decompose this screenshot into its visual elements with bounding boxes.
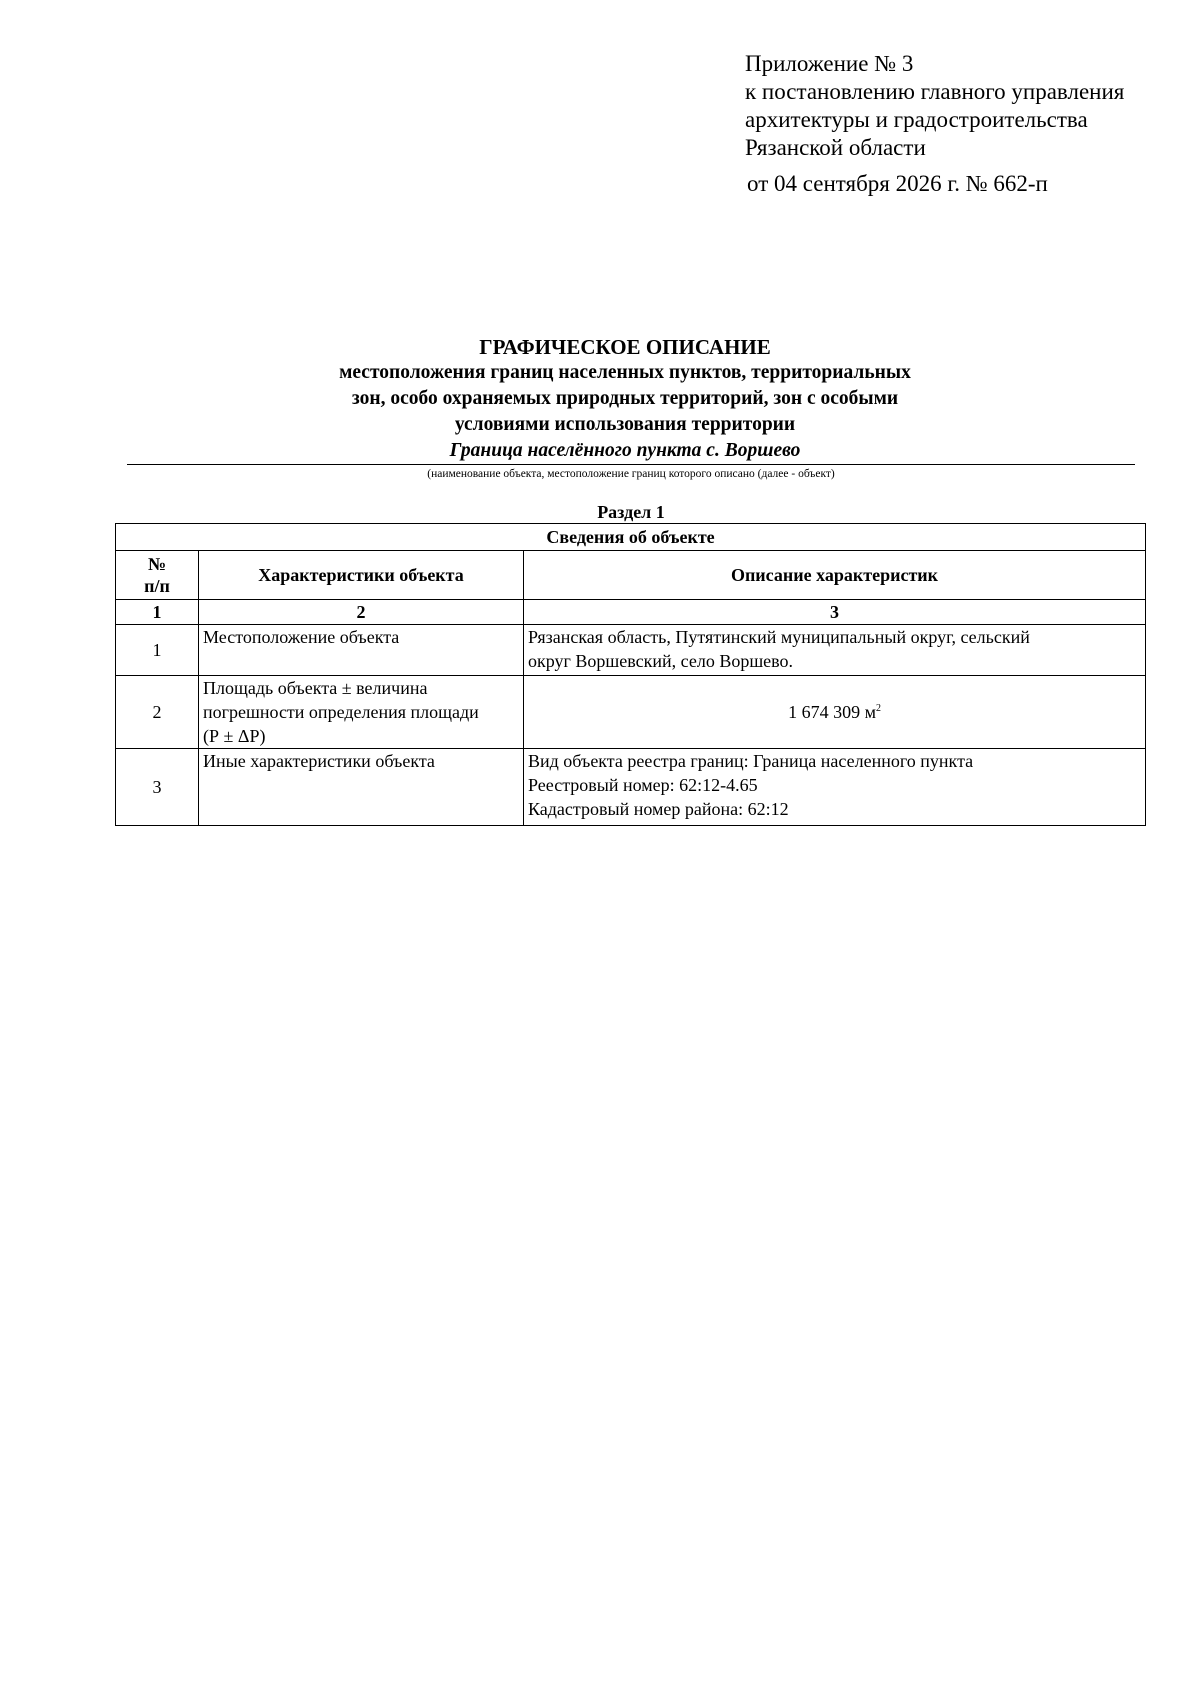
row-characteristic-line: погрешности определения площади <box>203 702 479 722</box>
row-num: 1 <box>116 625 199 676</box>
document-subtitle-line-3: условиями использования территории <box>454 414 796 435</box>
header-num-line-2: п/п <box>144 576 170 596</box>
annex-line-1: Приложение № 3 <box>745 51 914 76</box>
row-num: 2 <box>116 676 199 749</box>
object-name-caption: (наименование объекта, местоположение границ которого описано (далее - объект) <box>427 468 835 480</box>
row-characteristic: Иные характеристики объекта <box>199 749 524 826</box>
annex-line-3: архитектуры и градостроительства <box>745 107 1088 132</box>
index-cell-3: 3 <box>524 600 1146 625</box>
document-title: ГРАФИЧЕСКОЕ ОПИСАНИЕ <box>479 335 771 359</box>
document-title-block <box>117 334 1133 464</box>
annex-line-4: Рязанской области <box>745 135 926 160</box>
row-characteristic-line: (Р ± ΔР) <box>203 726 266 746</box>
annex-line-2: к постановлению главного управления <box>745 79 1125 104</box>
document-subtitle-line-2: зон, особо охраняемых природных территорий, зон с особыми <box>351 388 899 409</box>
row-characteristic <box>199 676 524 749</box>
annex-header <box>745 50 1165 198</box>
annex-date: от 04 сентября 2026 г. № 662-п <box>747 171 1048 196</box>
row-characteristic: Местоположение объекта <box>199 625 524 676</box>
object-info-table <box>115 523 1146 826</box>
table-caption-row <box>116 524 1146 551</box>
table-row <box>116 676 1146 749</box>
row-description-line: Рязанская область, Путятинский муниципальный округ, сельский <box>528 627 1030 647</box>
header-description: Описание характеристик <box>524 551 1146 600</box>
object-name: Граница населённого пункта с. Воршево <box>449 440 801 461</box>
area-value: 1 674 309 м <box>788 702 876 722</box>
index-cell-2: 2 <box>199 600 524 625</box>
header-characteristics: Характеристики объекта <box>199 551 524 600</box>
table-row <box>116 625 1146 676</box>
row-description-line: Кадастровый номер района: 62:12 <box>528 799 789 819</box>
row-description <box>524 676 1146 749</box>
table-caption: Сведения об объекте <box>116 524 1146 551</box>
row-characteristic-line: Площадь объекта ± величина <box>203 678 428 698</box>
row-description <box>524 749 1146 826</box>
row-description <box>524 625 1146 676</box>
index-cell-1: 1 <box>116 600 199 625</box>
header-num-line-1: № <box>147 554 167 574</box>
section-title: Раздел 1 <box>597 502 665 522</box>
row-description-line: Реестровый номер: 62:12-4.65 <box>528 775 758 795</box>
row-description-line: округ Воршевский, село Воршево. <box>528 651 794 671</box>
row-num: 3 <box>116 749 199 826</box>
row-description-line: Вид объекта реестра границ: Граница населенного пункта <box>528 751 974 771</box>
table-index-row <box>116 600 1146 625</box>
area-unit-exponent: 2 <box>875 703 881 714</box>
table-header-row <box>116 551 1146 600</box>
document-subtitle-line-1: местоположения границ населенных пунктов, территориальных <box>339 362 911 383</box>
table-row <box>116 749 1146 826</box>
header-num <box>116 551 199 600</box>
object-name-underline <box>127 464 1135 465</box>
